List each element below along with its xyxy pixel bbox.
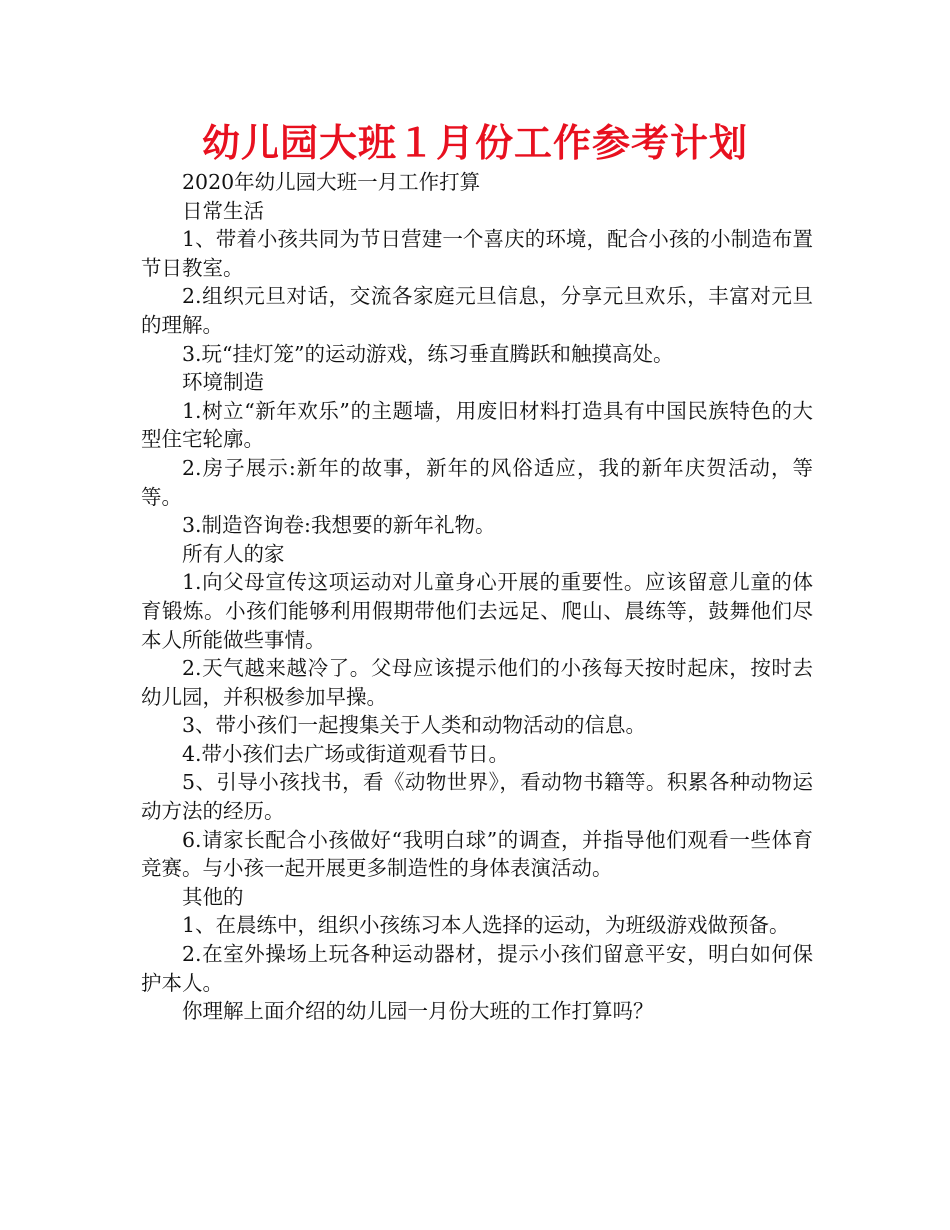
document-body <box>141 168 813 1026</box>
paragraph: 1.树立“新年欢乐”的主题墙，用废旧材料打造具有中国民族特色的大型住宅轮廓。 <box>141 398 813 452</box>
paragraph: 4.带小孩们去广场或街道观看节日。 <box>182 741 510 766</box>
closing-question: 你理解上面介绍的幼儿园一月份大班的工作打算吗？ <box>182 999 654 1024</box>
section-heading: 日常生活 <box>182 198 264 223</box>
paragraph: 2.在室外操场上玩各种运动器材，提示小孩们留意平安，明白如何保护本人。 <box>141 942 813 995</box>
paragraph: 5、引导小孩找书，看《动物世界》，看动物书籍等。积累各种动物运动方法的经历。 <box>141 770 813 824</box>
paragraph: 6.请家长配合小孩做好“我明白球”的调查，并指导他们观看一些体育竞赛。与小孩一起开展更多制造性的身体表演活动。 <box>141 827 813 881</box>
paragraph: 1.向父母宣传这项运动对儿童身心开展的重要性。应该留意儿童的体育锻炼。小孩们能够利用假期带他们去远足、爬山、晨练等，鼓舞他们尽本人所能做些事情。 <box>141 570 813 652</box>
section-heading: 所有人的家 <box>182 541 285 566</box>
paragraph: 2.房子展示:新年的故事，新年的风俗适应，我的新年庆贺活动，等等。 <box>141 455 813 509</box>
paragraph: 2020年幼儿园大班一月工作打算 <box>182 170 481 194</box>
paragraph: 2.天气越来越冷了。父母应该提示他们的小孩每天按时起床，按时去幼儿园，并积极参加早操。 <box>141 656 813 709</box>
paragraph: 3.制造咨询卷:我想要的新年礼物。 <box>182 513 496 538</box>
document-title: 幼儿园大班１月份工作参考计划 <box>201 121 748 165</box>
paragraph: 1、在晨练中，组织小孩练习本人选择的运动，为班级游戏做预备。 <box>182 913 790 938</box>
paragraph: 3.玩“挂灯笼”的运动游戏，练习垂直腾跃和触摸高处。 <box>182 341 674 366</box>
section-heading: 环境制造 <box>182 370 264 395</box>
paragraph: 1、带着小孩共同为节日营建一个喜庆的环境，配合小孩的小制造布置节日教室。 <box>141 227 813 280</box>
paragraph: 3、带小孩们一起搜集关于人类和动物活动的信息。 <box>182 713 647 738</box>
section-heading: 其他的 <box>182 884 244 909</box>
paragraph: 2.组织元旦对话，交流各家庭元旦信息，分享元旦欢乐，丰富对元旦的理解。 <box>141 284 813 337</box>
